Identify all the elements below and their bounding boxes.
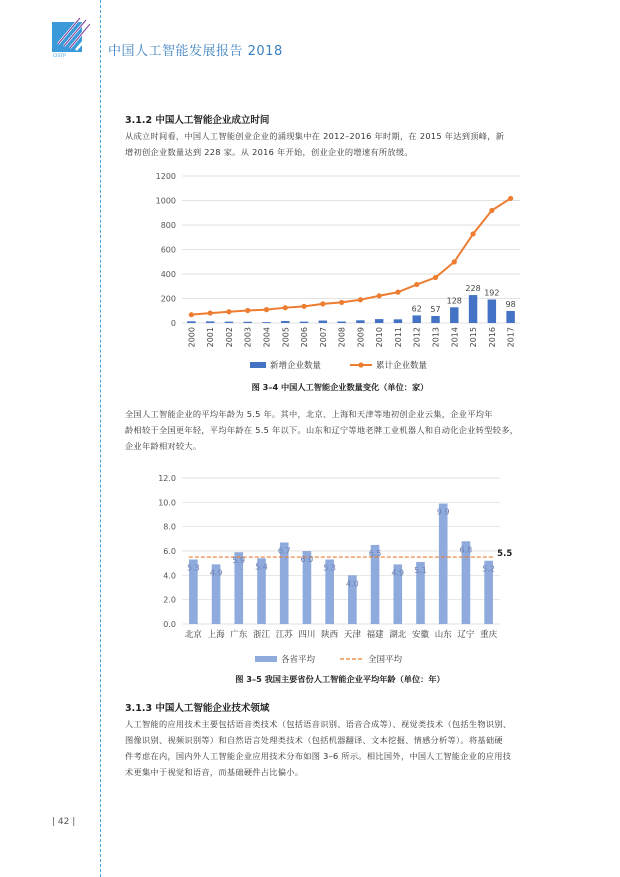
para-line: 从成立时间看，中国人工智能创业企业的涌现集中在 2012–2016 年时期，在 2015 年达到顶峰，新 (125, 131, 505, 141)
data-label: 98 (505, 299, 516, 309)
bar (281, 321, 289, 323)
bar (206, 321, 214, 323)
report-logo (52, 14, 90, 58)
data-label: 192 (484, 288, 500, 298)
data-label: 5.9 (232, 556, 246, 566)
x-tick-label: 天津 (343, 630, 361, 640)
x-tick-label: 四川 (298, 630, 316, 640)
bar (450, 307, 458, 323)
data-label: 128 (446, 296, 462, 306)
bar (243, 322, 251, 323)
para-line: 术更集中于视觉和语音，而基础硬件占比偏小。 (125, 767, 304, 777)
y-tick-label: 200 (160, 294, 176, 304)
x-tick-label: 2001 (206, 327, 216, 348)
x-tick-label: 2010 (375, 327, 385, 348)
para-line: 企业年龄相对较大。 (125, 441, 202, 451)
x-tick-label: 2009 (356, 327, 366, 348)
para-line: 龄相较于全国更年轻，平均年龄在 5.5 年以下。山东和辽宁等地老牌工业机器人和自动化企业转型较多， (125, 425, 519, 435)
y-tick-label: 0.0 (163, 620, 176, 629)
bar (262, 322, 270, 323)
y-tick-label: 4.0 (163, 571, 176, 581)
legend-marker-line (358, 362, 363, 367)
bar (412, 315, 420, 323)
x-tick-label: 2005 (281, 327, 291, 348)
x-tick-label: 2008 (337, 327, 347, 348)
x-tick-label: 湖北 (389, 630, 407, 640)
y-tick-label: 0 (170, 319, 176, 328)
data-label: 57 (430, 305, 441, 315)
bar (300, 322, 308, 323)
line-point (358, 297, 363, 302)
para-line: 人工智能的应用技术主要包括语音类技术（包括语音识别、语音合成等）、视觉类技术（包括生物识别、 (125, 719, 512, 729)
y-tick-label: 6.0 (163, 547, 176, 556)
x-tick-label: 2011 (393, 327, 403, 348)
line-point (245, 308, 250, 313)
paragraph-average-age (125, 406, 595, 454)
line-point (226, 309, 231, 314)
logo-text: CISTP (53, 54, 66, 58)
legend-swatch-bar (250, 362, 266, 368)
bar (225, 322, 233, 323)
chart-company-count (150, 168, 530, 378)
legend-label-bar: 新增企业数量 (270, 361, 322, 371)
data-label: 5.2 (482, 564, 496, 574)
x-tick-label: 2014 (450, 327, 460, 348)
bar (506, 311, 514, 323)
section-paragraph-founding (125, 128, 595, 160)
y-tick-label: 1000 (155, 196, 176, 206)
data-label: 5.4 (255, 562, 268, 572)
bar (356, 320, 364, 323)
x-tick-label: 2002 (224, 327, 234, 348)
data-label: 6.8 (459, 545, 473, 555)
legend-label-line: 全国平均 (368, 655, 403, 665)
x-tick-label: 广东 (230, 630, 248, 640)
y-tick-label: 800 (160, 221, 176, 230)
bar (469, 295, 477, 323)
figure-caption-3-5: 图 3–5 我国主要省份人工智能企业平均年龄（单位：年） (235, 674, 445, 684)
line-point (414, 282, 419, 287)
margin-line (100, 0, 101, 877)
line-point (470, 231, 475, 236)
legend-label-line: 累计企业数量 (376, 361, 428, 371)
bar (394, 319, 402, 323)
line-point (452, 259, 457, 264)
x-tick-label: 2004 (262, 327, 272, 348)
para-line: 增初创企业数量达到 228 家。从 2016 年开始，创业企业的增速有所放缓。 (125, 147, 413, 157)
line-point (508, 196, 513, 201)
line-point (489, 208, 494, 213)
line-point (433, 275, 438, 280)
data-label: 5.1 (414, 565, 427, 575)
bar (337, 322, 345, 323)
x-tick-label: 2016 (487, 327, 497, 348)
y-tick-label: 400 (160, 270, 176, 279)
national-average-label: 5.5 (497, 549, 513, 560)
bar (375, 319, 383, 323)
report-title: 中国人工智能发展报告 2018 (108, 44, 283, 59)
data-label: 62 (411, 304, 422, 314)
x-tick-label: 2007 (318, 327, 328, 348)
y-tick-label: 10.0 (158, 498, 176, 508)
x-tick-label: 辽宁 (457, 630, 475, 640)
section-heading-tech: 3.1.3 中国人工智能企业技术领域 (125, 703, 270, 714)
x-tick-label: 浙江 (252, 630, 271, 640)
x-tick-label: 2017 (506, 327, 516, 348)
line-point (395, 290, 400, 295)
x-tick-label: 陕西 (321, 630, 339, 640)
x-tick-label: 福建 (366, 630, 384, 640)
line-point (208, 310, 213, 315)
line-point (377, 293, 382, 298)
data-label: 4.9 (391, 568, 405, 578)
bar (431, 316, 439, 323)
chart-province-age (150, 470, 530, 670)
line-point (283, 305, 288, 310)
page-number: | 42 | (52, 817, 76, 827)
section-paragraph-tech (125, 716, 595, 780)
data-label: 5.3 (323, 563, 337, 573)
bar (488, 299, 496, 323)
data-label: 228 (465, 284, 481, 294)
x-tick-label: 上海 (207, 630, 225, 640)
x-tick-label: 2000 (187, 327, 197, 348)
x-tick-label: 2015 (469, 327, 479, 348)
data-label: 9.9 (436, 507, 450, 517)
y-tick-label: 2.0 (163, 595, 176, 605)
x-tick-label: 北京 (184, 630, 202, 640)
para-line: 全国人工智能企业的平均年龄为 5.5 年。其中，北京、上海和天津等地初创企业云集，企业平均年 (125, 409, 493, 419)
bar (319, 321, 327, 323)
y-tick-label: 8.0 (163, 522, 176, 532)
section-heading-founding: 3.1.2 中国人工智能企业成立时间 (125, 115, 270, 126)
bar (436, 504, 450, 624)
data-label: 5.3 (186, 563, 200, 573)
line-point (301, 304, 306, 309)
x-tick-label: 2013 (431, 327, 441, 348)
line-point (320, 301, 325, 306)
x-tick-label: 2012 (412, 327, 422, 348)
y-tick-label: 600 (160, 245, 176, 255)
bar (187, 321, 195, 323)
legend-label-bar: 各省平均 (281, 655, 316, 665)
data-label: 6.7 (277, 546, 291, 556)
line-point (189, 312, 194, 317)
line-point (339, 300, 344, 305)
para-line: 图像识别、视频识别等）和自然语言处理类技术（包括机器翻译、文本挖掘、情感分析等）。将基础硬 (125, 735, 503, 745)
x-tick-label: 山东 (434, 630, 452, 640)
data-label: 6.5 (368, 548, 382, 558)
data-label: 4.9 (209, 568, 223, 578)
x-tick-label: 江苏 (275, 630, 293, 640)
line-point (264, 307, 269, 312)
legend-swatch-bar (255, 656, 277, 662)
data-label: 6.0 (300, 555, 314, 564)
x-tick-label: 安徽 (411, 630, 430, 640)
x-tick-label: 2006 (300, 327, 310, 348)
y-tick-label: 1200 (155, 172, 176, 181)
figure-caption-3-4: 图 3–4 中国人工智能企业数量变化（单位：家） (251, 382, 429, 392)
x-tick-label: 重庆 (480, 630, 498, 640)
y-tick-label: 12.0 (158, 474, 176, 483)
line-series-cumulative (191, 198, 510, 314)
data-label: 4.0 (345, 579, 359, 589)
para-line: 件考虑在内，国内外人工智能企业应用技术分布如图 3–6 所示。相比国外，中国人工智能企业的应用技 (125, 751, 512, 761)
x-tick-label: 2003 (243, 327, 253, 348)
